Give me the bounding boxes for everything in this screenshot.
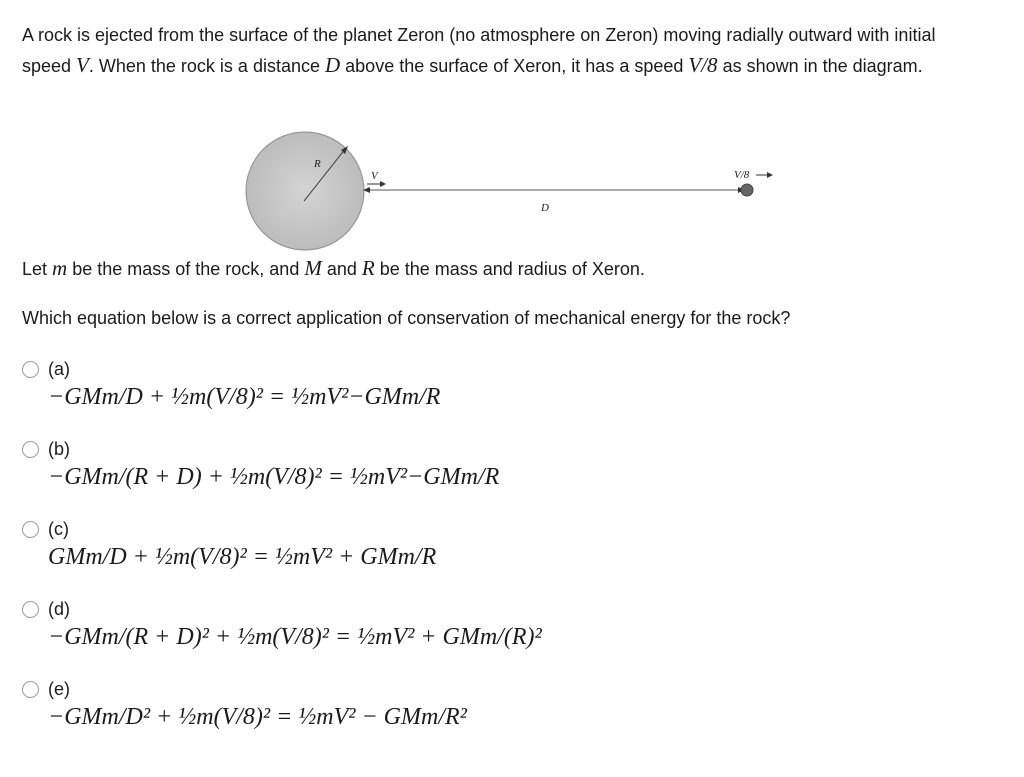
symbol-big-m: M — [304, 256, 322, 280]
let-text-2: be the mass of the rock, and — [67, 259, 305, 279]
let-text-3: and — [321, 259, 362, 279]
diagram-svg — [240, 128, 800, 258]
radio-button-d[interactable] — [22, 601, 39, 618]
option-label-c[interactable]: (c) — [48, 519, 69, 539]
symbol-r: R — [361, 256, 375, 280]
option-label-b[interactable]: (b) — [48, 439, 70, 459]
final-speed-arrowhead — [767, 172, 773, 178]
equation-e: −GMm/D² + ½m(V/8)² = ½mV² − GMm/R² — [48, 704, 467, 730]
let-text-4: be the mass and radius of Xeron. — [374, 259, 645, 279]
intro-text-1: A rock is ejected from the surface of the planet Zeron (no atmosphere on Zeron) moving radially outward with initial speed — [22, 25, 936, 76]
symbol-v: V — [76, 53, 89, 77]
radius-label: R — [314, 158, 321, 170]
option-label-d[interactable]: (d) — [48, 599, 70, 619]
radio-button-e[interactable] — [22, 681, 39, 698]
symbol-v-over-8: V/8 — [688, 53, 718, 77]
intro-text-4: as shown in the diagram. — [717, 56, 923, 76]
option-label-a[interactable]: (a) — [48, 359, 70, 379]
initial-speed-arrowhead — [380, 181, 386, 187]
equation-d: −GMm/(R + D)² + ½m(V/8)² = ½mV² + GMm/(R)² — [48, 624, 542, 650]
variable-definitions — [22, 253, 645, 284]
equation-c: GMm/D + ½m(V/8)² = ½mV² + GMm/R — [48, 544, 437, 570]
problem-statement — [22, 20, 982, 81]
option-label-e[interactable]: (e) — [48, 679, 70, 699]
question-text: Which equation below is a correct application of conservation of mechanical energy for the rock? — [22, 308, 791, 328]
final-speed-label: V/8 — [734, 169, 750, 181]
radio-button-b[interactable] — [22, 441, 39, 458]
radio-button-c[interactable] — [22, 521, 39, 538]
distance-label: D — [541, 202, 549, 214]
equation-b: −GMm/(R + D) + ½m(V/8)² = ½mV²−GMm/R — [48, 464, 500, 490]
let-text-1: Let — [22, 259, 53, 279]
symbol-d: D — [324, 53, 341, 77]
intro-text-3: above the surface of Xeron, it has a speed — [340, 56, 689, 76]
equation-a: −GMm/D + ½m(V/8)² = ½mV²−GMm/R — [48, 384, 441, 410]
intro-text-2: . When the rock is a distance — [88, 56, 325, 76]
diagram — [240, 128, 800, 258]
initial-speed-label: V — [371, 170, 378, 182]
symbol-m: m — [52, 256, 68, 280]
radio-button-a[interactable] — [22, 361, 39, 378]
rock — [741, 184, 753, 196]
